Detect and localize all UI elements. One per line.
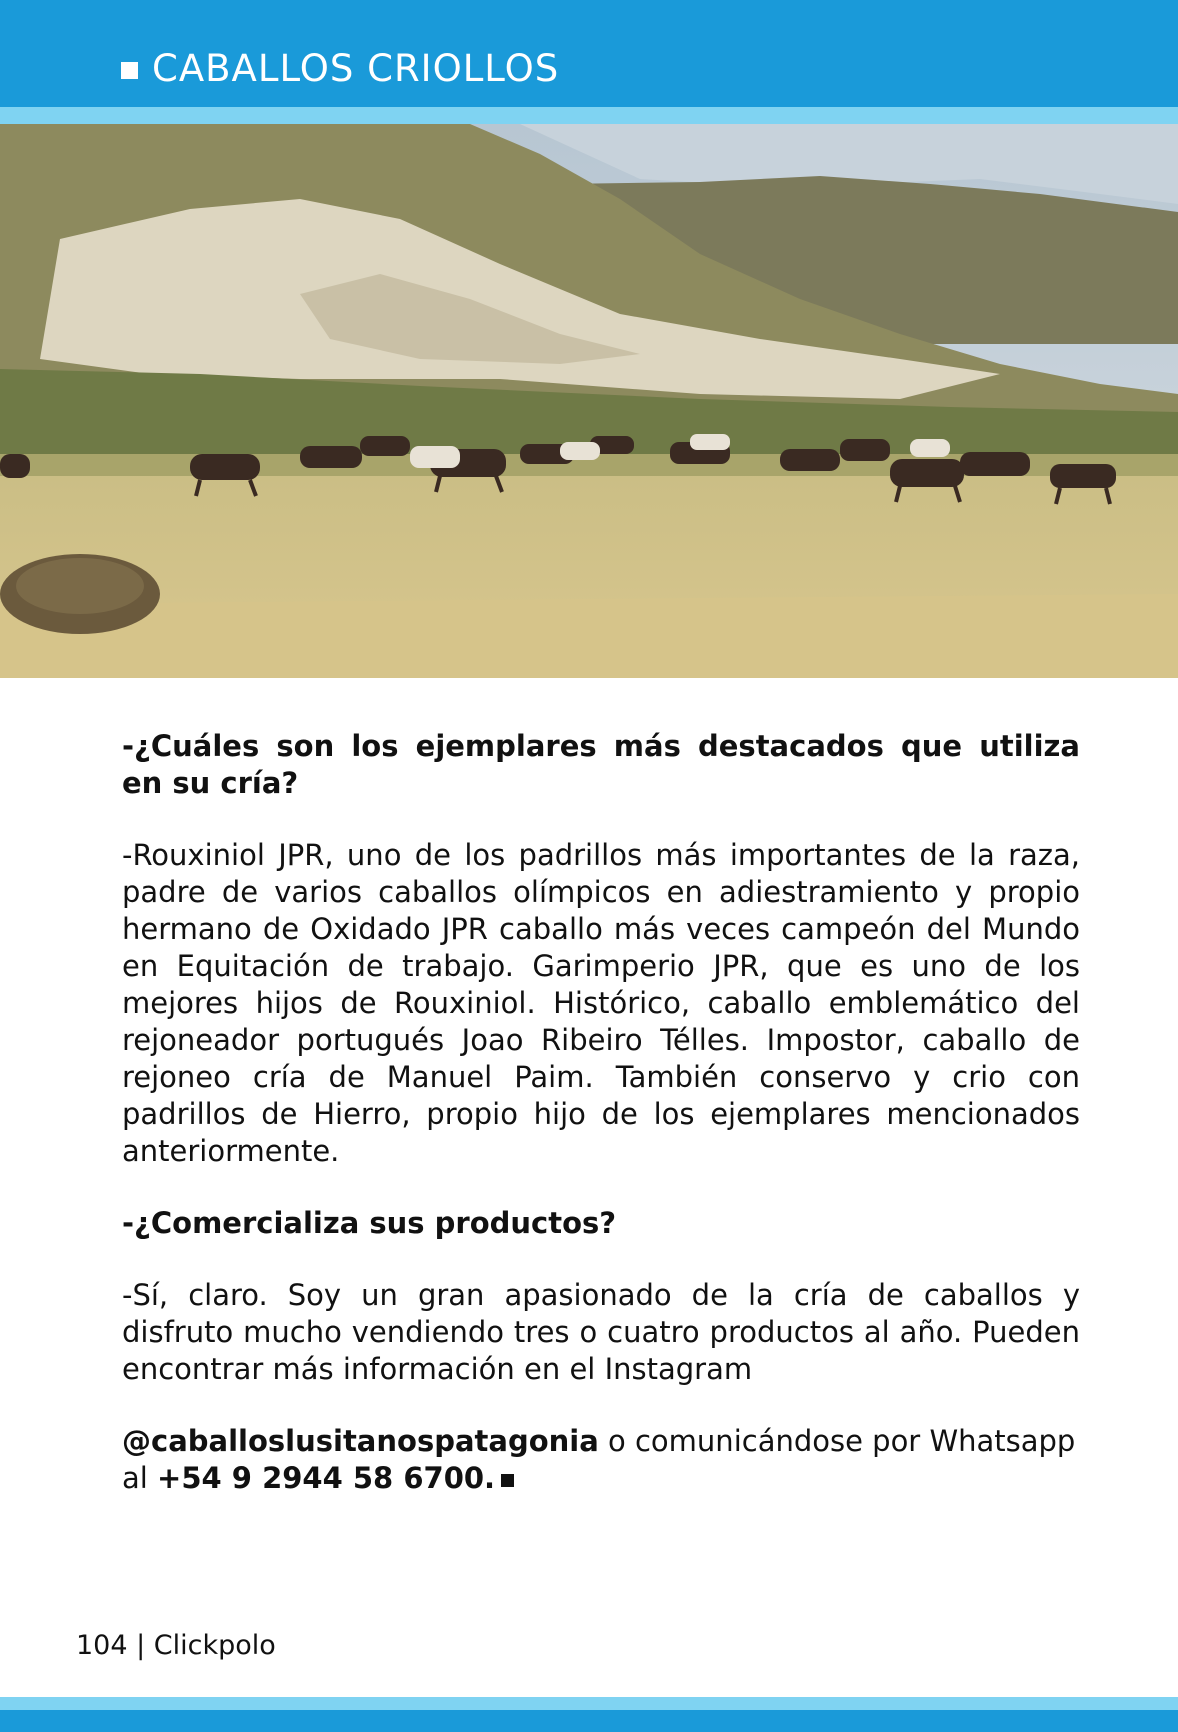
section-title-text: CABALLOS CRIOLLOS (152, 47, 560, 90)
end-square-icon (501, 1474, 514, 1487)
answer-2: -Sí, claro. Soy un gran apasionado de la cría de caballos y disfruto mucho vendiendo tres o cuatro productos al año. Pueden encontrar más información en el Instagram (122, 1278, 1080, 1386)
section-title (121, 44, 559, 94)
question-2: -¿Comercializa sus productos? (122, 1206, 617, 1240)
article-body (122, 728, 1080, 1497)
horses-landscape-photo (0, 124, 1178, 678)
instagram-handle[interactable]: @caballoslusitanospatagonia (122, 1424, 599, 1458)
contact-paragraph (122, 1423, 1080, 1497)
page-footer-label: 104 | Clickpolo (76, 1630, 276, 1661)
square-bullet-icon (121, 62, 138, 79)
contact-connector: o comunicándose por Whatsapp al (122, 1424, 1076, 1495)
header-stripe (0, 107, 1178, 124)
whatsapp-number[interactable]: +54 9 2944 58 6700. (157, 1461, 496, 1495)
question-1: -¿Cuáles son los ejemplares más destacados que utiliza en su cría? (122, 729, 1080, 800)
footer-bar (0, 1710, 1178, 1732)
answer-1: -Rouxiniol JPR, uno de los padrillos más importantes de la raza, padre de varios caballos olímpicos en adiestramiento y propio hermano de Oxidado JPR caballo más veces campeón del Mundo en Equitación de trabajo. Garimperio JPR, que es uno de los mejores hijos de Rouxiniol. Histórico, caballo emblemático del rejoneador portugués Joao Ribeiro Télles. Impostor, caballo de rejoneo cría de Manuel Paim. También conservo y crio con padrillos de Hierro, propio hijo de los ejemplares mencionados anteriormente. (122, 838, 1080, 1168)
footer-stripe (0, 1697, 1178, 1710)
